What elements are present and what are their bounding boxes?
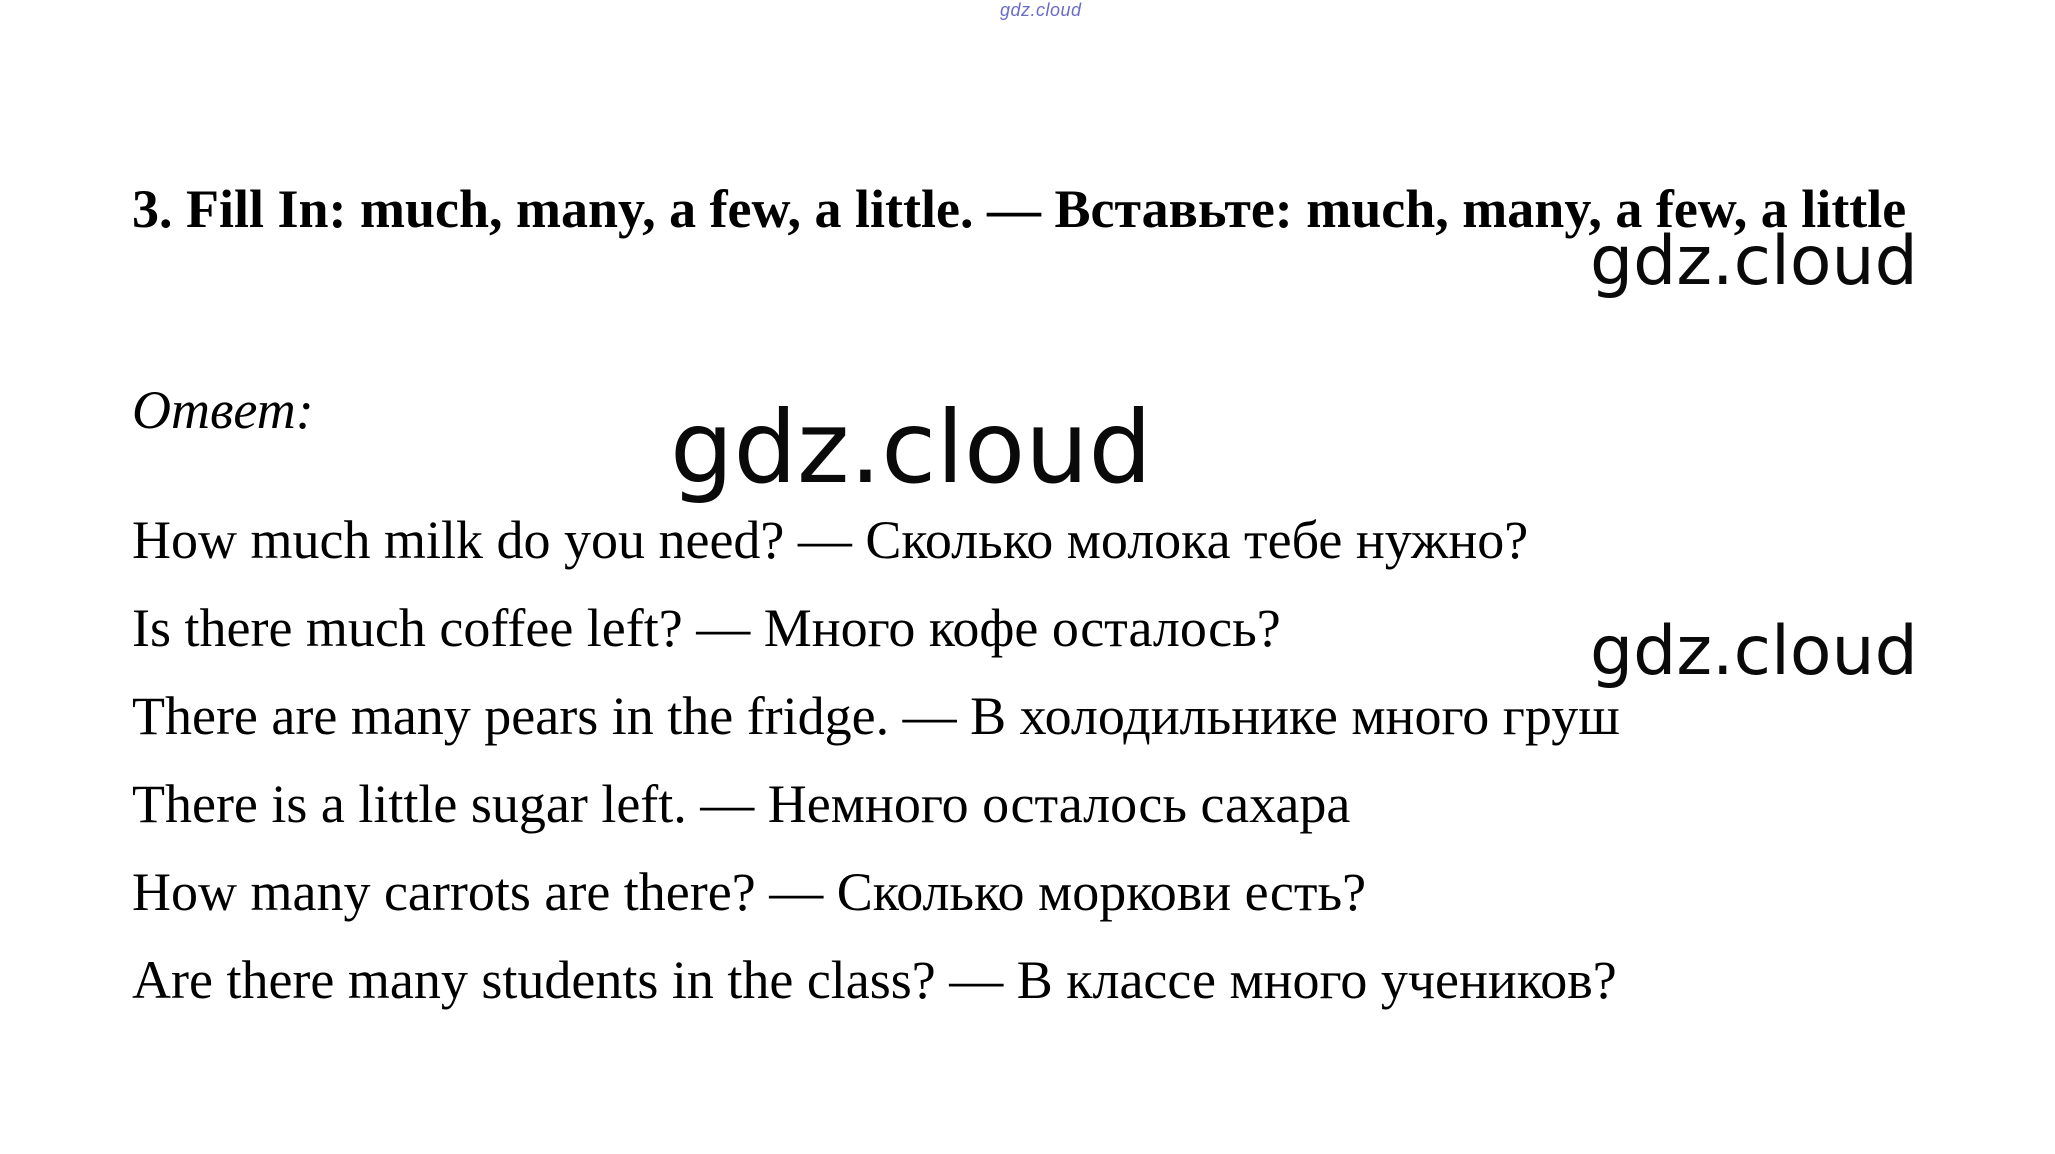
answer-list	[132, 496, 1620, 1024]
answer-line: How many carrots are there? — Сколько моркови есть?	[132, 862, 1367, 922]
answer-line: Is there much coffee left? — Много кофе осталось?	[132, 598, 1281, 658]
answer-label: Ответ:	[132, 380, 314, 440]
answer-line: Are there many students in the class? — В классе много учеников?	[132, 950, 1617, 1010]
answer-line: How much milk do you need? — Сколько молока тебе нужно?	[132, 510, 1529, 570]
answer-line: There is a little sugar left. — Немного осталось сахара	[132, 774, 1351, 834]
watermark: gdz.cloud	[1590, 612, 1918, 691]
task-title: 3. Fill In: much, many, a few, a little. — Вставьте: much, many, a few, a little	[132, 179, 1907, 239]
top-watermark: gdz.cloud	[1000, 0, 1082, 20]
answer-line: There are many pears in the fridge. — В холодильнике много груш	[132, 686, 1620, 746]
watermark: gdz.cloud	[1590, 222, 1918, 301]
watermark: gdz.cloud	[670, 389, 1153, 506]
